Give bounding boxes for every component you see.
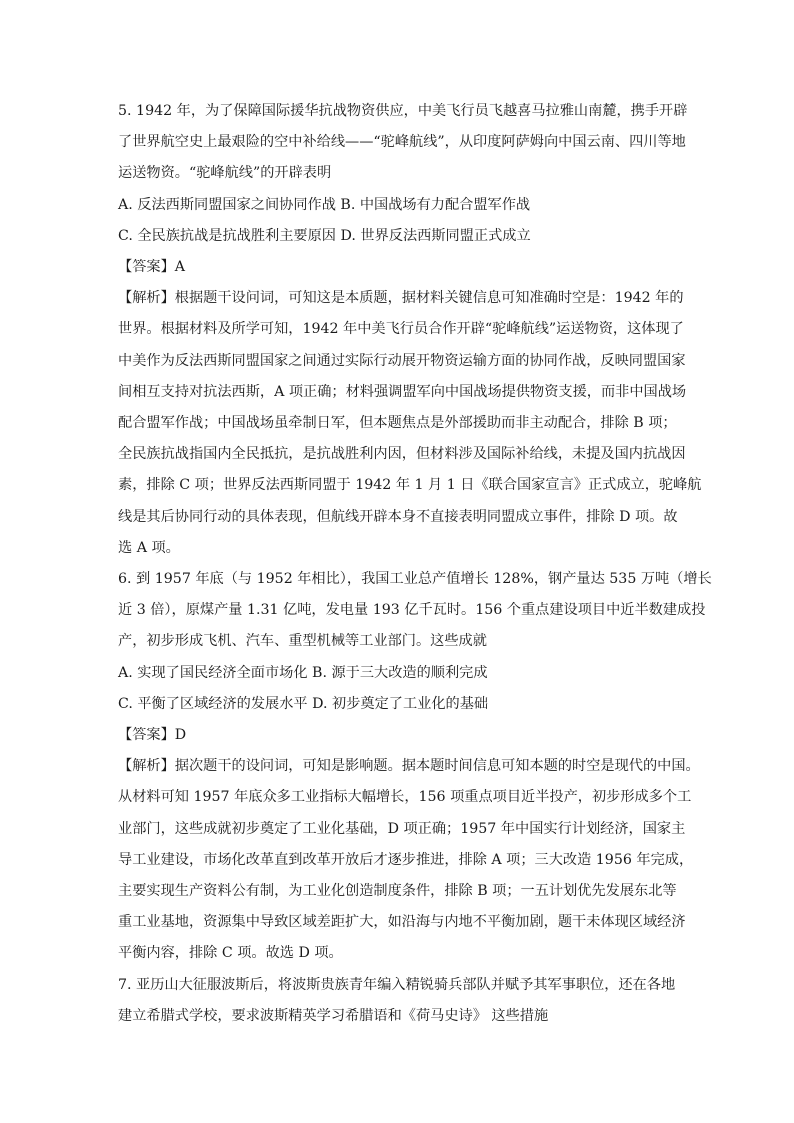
analysis-line: 全民族抗战指国内全民抵抗，是抗战胜利内因，但材料涉及国际补给线，未提及国内抗战因 bbox=[118, 446, 686, 463]
stem-line: 6. 到 1957 年底（与 1952 年相比），我国工业总产值增长 128%，钢产量达 535 万吨（增长 bbox=[118, 571, 712, 588]
question-stem bbox=[118, 96, 688, 190]
analysis bbox=[118, 751, 700, 969]
question-options bbox=[118, 190, 678, 252]
question-6 bbox=[118, 564, 712, 970]
option-line: C. 平衡了区域经济的发展水平 D. 初步奠定了工业化的基础 bbox=[118, 695, 489, 712]
analysis-line: 导工业建设，市场化改革直到改革开放后才逐步推进，排除 A 项；三大改造 1956 年完成， bbox=[118, 851, 694, 868]
stem-line: 建立希腊式学校，要求波斯精英学习希腊语和《荷马史诗》 这些措施 bbox=[118, 1007, 549, 1024]
option-line: A. 实现了国民经济全面市场化 B. 源于三大改造的顺利完成 bbox=[118, 664, 488, 681]
answer-text: 【答案】A bbox=[118, 259, 185, 276]
analysis-line: 间相互支持对抗法西斯，A 项正确；材料强调盟军向中国战场提供物资支援，而非中国战场 bbox=[118, 383, 687, 400]
analysis-line: 【解析】根据题干设问词，可知这是本质题，据材料关键信息可知准确时空是：1942 年的 bbox=[118, 290, 684, 307]
analysis-line: 线是其后协同行动的具体表现，但航线开辟本身不直接表明同盟成立事件，排除 D 项。故 bbox=[118, 508, 678, 525]
question-stem bbox=[118, 564, 712, 658]
question-stem bbox=[118, 970, 678, 1032]
question-5 bbox=[118, 96, 702, 564]
analysis-line: 世界。根据材料及所学可知，1942 年中美飞行员合作开辟“驼峰航线”运送物资，这体现了 bbox=[118, 321, 684, 338]
analysis-line: 重工业基地，资源集中导致区域差距扩大，如沿海与内地不平衡加剧，题干未体现区域经济 bbox=[118, 914, 686, 931]
analysis-line: 中美作为反法西斯同盟国家之间通过实际行动展开物资运输方面的协同作战，反映同盟国家 bbox=[118, 352, 686, 369]
analysis-line: 选 A 项。 bbox=[118, 539, 180, 556]
analysis-line: 【解析】据次题干的设问词，可知是影响题。据本题时间信息可知本题的时空是现代的中国。 bbox=[118, 758, 700, 775]
stem-line: 了世界航空史上最艰险的空中补给线——“驼峰航线”，从印度阿萨姆向中国云南、四川等地 bbox=[118, 134, 686, 151]
stem-line: 运送物资。“驼峰航线”的开辟表明 bbox=[118, 165, 332, 182]
question-7 bbox=[118, 970, 678, 1032]
option-line: A. 反法西斯同盟国家之间协同作战 B. 中国战场有力配合盟军作战 bbox=[118, 196, 531, 213]
stem-line: 近 3 倍），原煤产量 1.31 亿吨，发电量 193 亿千瓦时。156 个重点建设项目中近半数建成投 bbox=[118, 602, 706, 619]
analysis-line: 配合盟军作战；中国战场虽牵制日军，但本题焦点是外部援助而非主动配合，排除 B 项； bbox=[118, 415, 677, 432]
stem-line: 产，初步形成飞机、汽车、重型机械等工业部门。这些成就 bbox=[118, 633, 487, 650]
document-page bbox=[118, 96, 712, 1032]
analysis-line: 业部门，这些成就初步奠定了工业化基础，D 项正确；1957 年中国实行计划经济，国家主 bbox=[118, 820, 686, 837]
analysis-line: 素，排除 C 项；世界反法西斯同盟于 1942 年 1 月 1 日《联合国家宣言》正式成立，驼峰航 bbox=[118, 477, 702, 494]
option-line: C. 全民族抗战是抗战胜利主要原因 D. 世界反法西斯同盟正式成立 bbox=[118, 227, 531, 244]
answer bbox=[118, 252, 678, 283]
answer bbox=[118, 720, 678, 751]
stem-line: 7. 亚历山大征服波斯后，将波斯贵族青年编入精锐骑兵部队并赋予其军事职位，还在各地 bbox=[118, 976, 676, 993]
analysis bbox=[118, 283, 702, 564]
analysis-line: 平衡内容，排除 C 项。故选 D 项。 bbox=[118, 945, 343, 962]
question-options bbox=[118, 658, 678, 720]
analysis-line: 主要实现生产资料公有制，为工业化创造制度条件，排除 B 项；一五计划优先发展东北等 bbox=[118, 883, 677, 900]
analysis-line: 从材料可知 1957 年底众多工业指标大幅增长，156 项重点项目近半投产，初步形成多个工 bbox=[118, 789, 692, 806]
stem-line: 5. 1942 年，为了保障国际援华抗战物资供应，中美飞行员飞越喜马拉雅山南麓，携手开辟 bbox=[118, 103, 688, 119]
answer-text: 【答案】D bbox=[118, 727, 187, 744]
